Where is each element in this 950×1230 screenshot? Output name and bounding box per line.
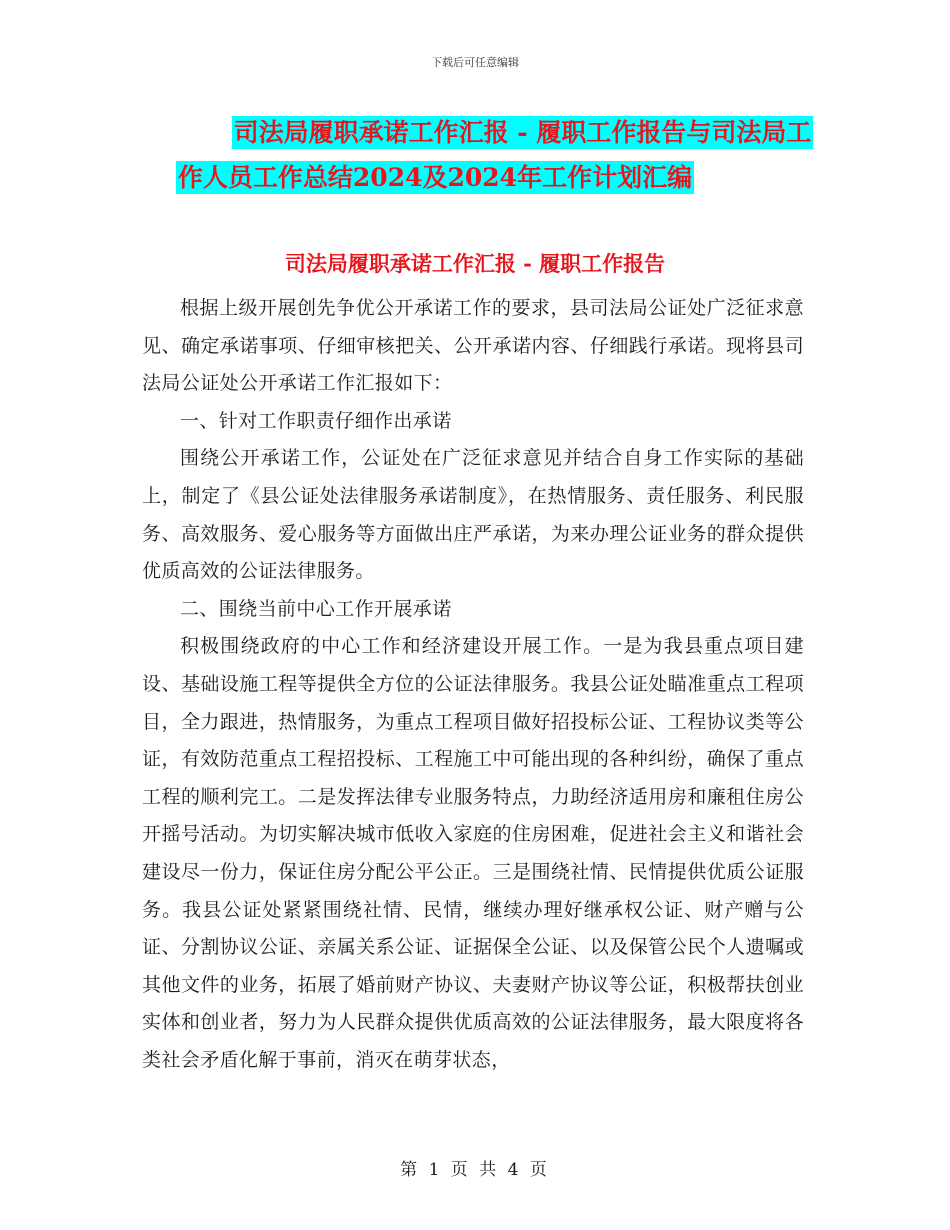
header-note: 下载后可任意编辑: [431, 56, 519, 69]
paragraph: 积极围绕政府的中心工作和经济建设开展工作。一是为我县重点项目建设、基础设施工程等提供全方位的公证法律服务。我县公证处瞄准重点工程项目，全力跟进，热情服务，为重点工程项目做好招投标公证、工程协议类等公证，有效防范重点工程招投标、工程施工中可能出现的各种纠纷，确保了重点工程的顺利完工。二是发挥法律专业服务特点，力助经济适用房和廉租住房公开摇号活动。为切实解决城市低收入家庭的住房困难，促进社会主义和谐社会建设尽一份力，保证住房分配公平公正。三是围绕社情、民情提供优质公证服务。我县公证处紧紧围绕社情、民情，继续办理好继承权公证、财产赠与公证、分割协议公证、亲属关系公证、证据保全公证、以及保管公民个人遗嘱或其他文件的业务，拓展了婚前财产协议、夫妻财产协议等公证，积极帮扶创业实体和创业者，努力为人民群众提供优质高效的公证法律服务，最大限度将各类社会矛盾化解于事前，消灭在萌芽状态，: [142, 635, 804, 1071]
paragraph: 围绕公开承诺工作，公证处在广泛征求意见并结合自身工作实际的基础上，制定了《县公证处法律服务承诺制度》，在热情服务、责任服务、利民服务、高效服务、爱心服务等方面做出庄严承诺，为来办理公证业务的群众提供优质高效的公证法律服务。: [142, 447, 804, 583]
paragraph: 根据上级开展创先争优公开承诺工作的要求，县司法局公证处广泛征求意见、确定承诺事项、仔细审核把关、公开承诺内容、仔细践行承诺。现将县司法局公证处公开承诺工作汇报如下：: [142, 297, 804, 395]
page-footer: 第 1 页 共 4 页: [400, 1160, 550, 1180]
paragraph-heading: 二、围绕当前中心工作开展承诺: [180, 597, 452, 620]
title-line-2: 作人员工作总结2024及2024年工作计划汇编: [177, 163, 693, 192]
body-text: [142, 290, 804, 1079]
section-title: 司法局履职承诺工作汇报 - 履职工作报告: [284, 251, 666, 276]
paragraph-heading: 一、针对工作职责仔细作出承诺: [180, 409, 452, 432]
title-line-1: 司法局履职承诺工作汇报 - 履职工作报告与司法局工: [233, 118, 812, 147]
document-title: [0, 110, 950, 200]
